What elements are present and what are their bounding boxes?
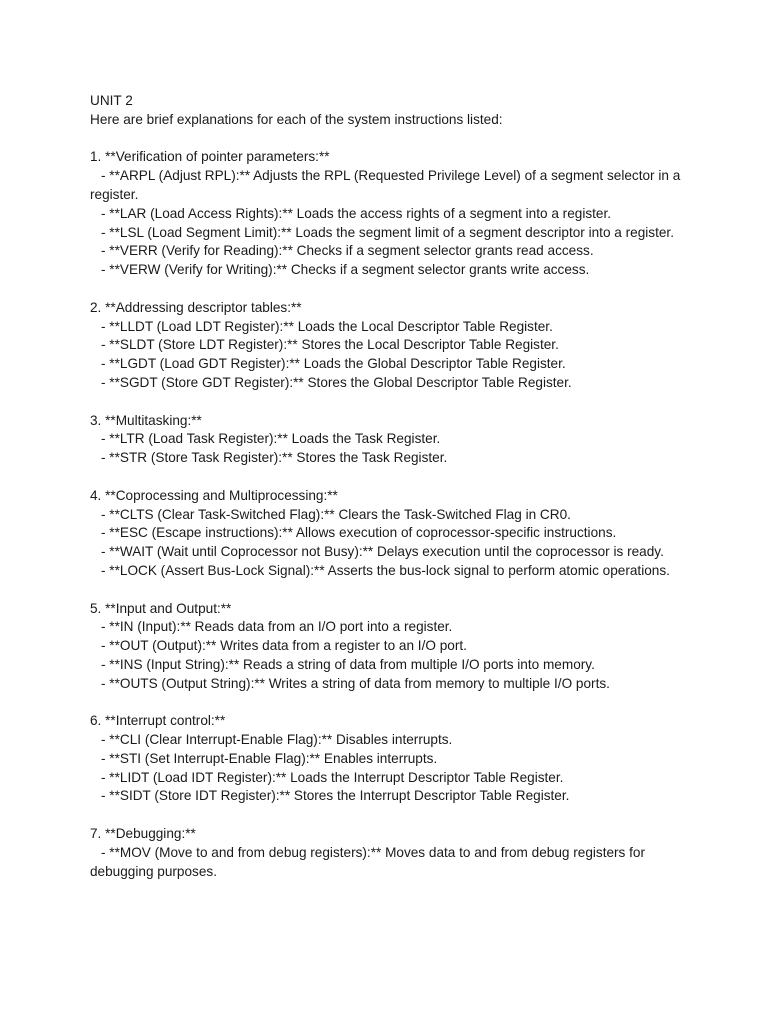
section-title: 5. **Input and Output:** — [90, 600, 232, 616]
list-item-text: - **STR (Store Task Register):** Stores the Task Register. — [101, 450, 448, 466]
list-item — [90, 769, 690, 788]
blank-line — [90, 806, 690, 825]
list-item — [90, 731, 690, 750]
section — [90, 712, 690, 806]
blank-line — [90, 694, 690, 713]
list-item-text: - **LGDT (Load GDT Register):** Loads the Global Descriptor Table Register. — [101, 356, 566, 372]
list-item-text: - **LLDT (Load LDT Register):** Loads the Local Descriptor Table Register. — [101, 318, 553, 334]
section-title: 4. **Coprocessing and Multiprocessing:** — [90, 487, 338, 503]
list-item-text: - **LSL (Load Segment Limit):** Loads the segment limit of a segment descriptor into a register. — [101, 224, 674, 240]
list-item-text: - **SLDT (Store LDT Register):** Stores the Local Descriptor Table Register. — [101, 337, 559, 353]
list-item-text: - **SIDT (Store IDT Register):** Stores the Interrupt Descriptor Table Register. — [101, 788, 570, 804]
list-item — [90, 656, 690, 675]
section — [90, 487, 690, 581]
list-item-text: - **VERW (Verify for Writing):** Checks if a segment selector grants write access. — [101, 262, 590, 278]
list-item-text: - **LIDT (Load IDT Register):** Loads the Interrupt Descriptor Table Register. — [101, 769, 564, 785]
list-item — [90, 844, 690, 882]
list-item-text: - **WAIT (Wait until Coprocessor not Busy):** Delays execution until the coprocessor is ready. — [101, 544, 664, 560]
list-item-text: - **LAR (Load Access Rights):** Loads the access rights of a segment into a register. — [101, 205, 612, 221]
list-item — [90, 318, 690, 337]
list-item-text: - **VERR (Verify for Reading):** Checks if a segment selector grants read access. — [101, 243, 594, 259]
blank-line — [90, 581, 690, 600]
blank-line — [90, 280, 690, 299]
list-item-text: - **OUTS (Output String):** Writes a string of data from memory to multiple I/O ports. — [101, 675, 610, 691]
section-title: 1. **Verification of pointer parameters:** — [90, 149, 330, 165]
blank-line — [90, 468, 690, 487]
list-item-text: - **SGDT (Store GDT Register):** Stores the Global Descriptor Table Register. — [101, 374, 572, 390]
list-item-text: - **MOV (Move to and from debug registers):** Moves data to and from debug registers for debugging purposes. — [90, 844, 649, 879]
list-item — [90, 637, 690, 656]
document-page — [90, 92, 690, 881]
document-heading: UNIT 2 — [90, 93, 133, 108]
list-item-text: - **ARPL (Adjust RPL):** Adjusts the RPL (Requested Privilege Level) of a segment selector in a register. — [90, 168, 685, 202]
blank-line — [90, 393, 690, 412]
section — [90, 412, 690, 468]
sections-container — [90, 148, 690, 881]
list-item — [90, 261, 690, 280]
list-item-text: - **IN (Input):** Reads data from an I/O port into a register. — [101, 619, 453, 635]
list-item-text: - **ESC (Escape instructions):** Allows execution of coprocessor-specific instructions. — [101, 525, 617, 541]
list-item — [90, 242, 690, 261]
list-item — [90, 524, 690, 543]
list-item — [90, 543, 690, 562]
section — [90, 600, 690, 694]
list-item — [90, 449, 690, 468]
section-title: 3. **Multitasking:** — [90, 412, 202, 428]
list-item — [90, 562, 690, 581]
list-item — [90, 430, 690, 449]
list-item — [90, 750, 690, 769]
list-item — [90, 787, 690, 806]
list-item-text: - **OUT (Output):** Writes data from a register to an I/O port. — [101, 638, 467, 654]
list-item — [90, 675, 690, 694]
list-item — [90, 618, 690, 637]
list-item-text: - **LTR (Load Task Register):** Loads the Task Register. — [101, 431, 441, 447]
list-item-text: - **CLI (Clear Interrupt-Enable Flag):** Disables interrupts. — [101, 732, 453, 748]
list-item — [90, 374, 690, 393]
list-item-text: - **CLTS (Clear Task-Switched Flag):** Clears the Task-Switched Flag in CR0. — [101, 506, 571, 522]
blank-line — [90, 130, 690, 149]
section — [90, 299, 690, 393]
list-item — [90, 506, 690, 525]
list-item — [90, 167, 690, 205]
list-item — [90, 205, 690, 224]
section — [90, 148, 690, 280]
section-title: 7. **Debugging:** — [90, 826, 196, 842]
list-item — [90, 355, 690, 374]
list-item-text: - **INS (Input String):** Reads a string of data from multiple I/O ports into memory. — [101, 656, 595, 672]
list-item-text: - **LOCK (Assert Bus-Lock Signal):** Asserts the bus-lock signal to perform atomic operations. — [101, 562, 670, 578]
section-title: 2. **Addressing descriptor tables:** — [90, 299, 302, 315]
section-title: 6. **Interrupt control:** — [90, 713, 226, 729]
document-intro: Here are brief explanations for each of the system instructions listed: — [90, 111, 503, 127]
list-item — [90, 336, 690, 355]
list-item-text: - **STI (Set Interrupt-Enable Flag):** Enables interrupts. — [101, 750, 438, 766]
list-item — [90, 224, 690, 243]
section — [90, 825, 690, 881]
